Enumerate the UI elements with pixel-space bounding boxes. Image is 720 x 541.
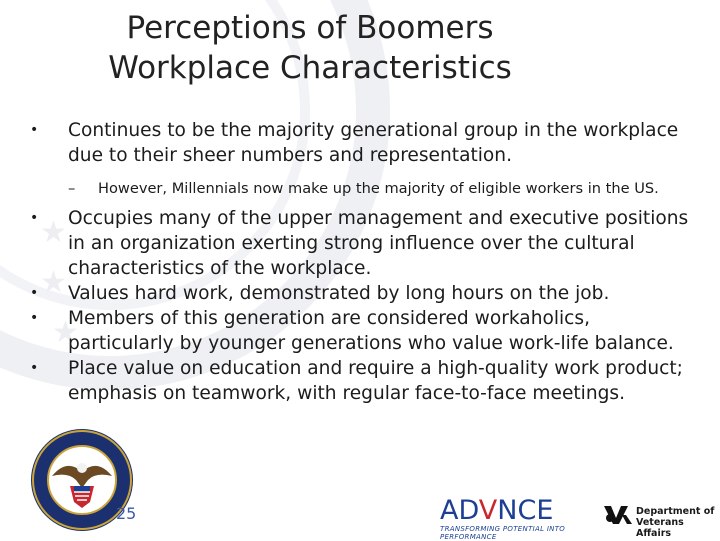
advance-logo	[440, 497, 590, 541]
bullet-text: Continues to be the majority generational group in the workplace due to their sheer numbers and representation.	[68, 120, 679, 166]
bullet-marker: •	[30, 210, 39, 226]
bullet-item	[30, 206, 690, 281]
bullet-text: Place value on education and require a high-quality work product; emphasis on teamwork, with regular face-to-face meetings.	[68, 358, 683, 404]
bullet-item	[30, 306, 690, 356]
bullet-item	[30, 281, 690, 306]
watermark-star-icon: ★	[40, 265, 67, 300]
watermark-star-icon: ★	[40, 215, 67, 250]
slide-title-line-2: Workplace Characteristics	[108, 50, 512, 86]
bullet-marker: •	[30, 122, 39, 138]
bullet-text: Values hard work, demonstrated by long hours on the job.	[68, 283, 610, 304]
advance-wordmark: ADVNCE	[440, 495, 554, 526]
watermark-star-icon: ★	[52, 315, 79, 350]
bullet-text: Occupies many of the upper management and executive positions in an organization exerting strong influence over the cultural characteristics of the workplace.	[68, 208, 689, 279]
sub-bullet-text: However, Millennials now make up the majority of eligible workers in the US.	[98, 180, 659, 197]
bullet-marker: •	[30, 310, 39, 326]
slide-title-line-1: Perceptions of Boomers	[126, 10, 494, 46]
sub-bullet-item	[30, 178, 690, 200]
va-department-wordmark: Department of Veterans Affairs	[636, 506, 715, 539]
page-number: 25	[116, 504, 137, 523]
va-department-icon	[602, 503, 634, 527]
sub-bullet-marker: –	[68, 180, 76, 197]
bullet-marker: •	[30, 360, 39, 376]
advance-tagline: TRANSFORMING POTENTIAL INTO PERFORMANCE	[440, 525, 566, 541]
bullet-list	[30, 118, 690, 406]
bullet-item	[30, 118, 690, 168]
slide-title	[70, 8, 550, 88]
bullet-text: Members of this generation are considered workaholics, particularly by younger generations who value work-life balance.	[68, 308, 674, 354]
bullet-item	[30, 356, 690, 406]
bullet-marker: •	[30, 285, 39, 301]
